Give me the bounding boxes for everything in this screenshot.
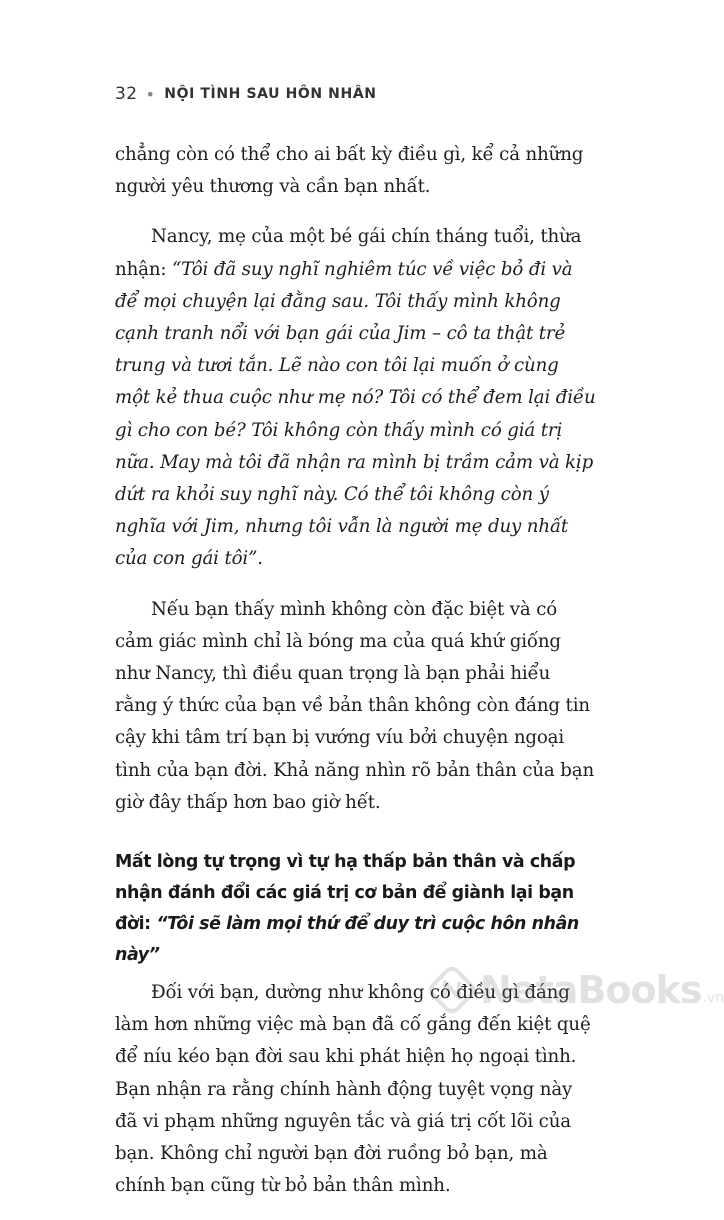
watermark-brand: NetaBooks bbox=[480, 968, 702, 1012]
paragraph-2-lead: Nancy, mẹ của một bé gái chín tháng tuổi, thừa nhận: bbox=[115, 226, 582, 280]
paragraph-1: chẳng còn có thể cho ai bất kỳ điều gì, kể cả những người yêu thương và cần bạn nhất. bbox=[115, 144, 584, 198]
book-title: NỘI TÌNH SAU HÔN NHÂN bbox=[164, 86, 377, 102]
paragraph-3: Nếu bạn thấy mình không còn đặc biệt và có cảm giác mình chỉ là bóng ma của quá khứ giống như Nancy, thì điều quan trọng là bạn phải hiểu rằng ý thức của bạn về bản thân không còn đáng tin cậy khi tâm trí bạn bị vướng víu bởi chuyện ngoại tình của bạn đời. Khả năng nhìn rõ bản thân của bạn giờ đây thấp hơn bao giờ hết. bbox=[115, 598, 595, 813]
watermark bbox=[430, 968, 724, 1012]
watermark-suffix: .vn bbox=[702, 990, 724, 1006]
subheading-quote: “Tôi sẽ làm mọi thứ để duy trì cuộc hôn nhân này” bbox=[115, 914, 579, 966]
page-number: 32 bbox=[115, 84, 138, 104]
netabooks-logo-icon bbox=[430, 968, 474, 1012]
subheading-lead: Mất lòng tự trọng vì tự hạ thấp bản thân và chấp nhận đánh đổi các giá trị cơ bản để giành lại bạn đời: bbox=[115, 852, 576, 935]
section-subheading bbox=[115, 847, 597, 971]
paragraph-4: Đối với bạn, dường như không có điều gì đáng làm hơn những việc mà bạn đã cố gắng đến kiệt quệ để níu kéo bạn đời sau khi phát hiện họ ngoại tình. Bạn nhận ra rằng chính hành động tuyệt vọng này đã vi phạm những nguyên tắc và giá trị cốt lõi của bạn. Không chỉ người bạn đời ruồng bỏ bạn, mà chính bạn cũng từ bỏ bản thân mình. bbox=[115, 982, 591, 1197]
running-head bbox=[115, 84, 377, 104]
body-text bbox=[115, 139, 597, 1220]
nancy-quote: “Tôi đã suy nghĩ nghiêm túc về việc bỏ đi và để mọi chuyện lại đằng sau. Tôi thấy mình không cạnh tranh nổi với bạn gái của Jim – cô ta thật trẻ trung và tươi tắn. Lẽ nào con tôi lại muốn ở cùng một kẻ thua cuộc như mẹ nó? Tôi có thể đem lại điều gì cho con bé? Tôi không còn thấy mình có giá trị nữa. May mà tôi đã nhận ra mình bị trầm cảm và kịp dứt ra khỏi suy nghĩ này. Có thể tôi không còn ý nghĩa với Jim, nhưng tôi vẫn là người mẹ duy nhất của con gái tôi”. bbox=[115, 258, 596, 570]
header-separator: • bbox=[145, 84, 156, 104]
paragraph-2 bbox=[115, 221, 597, 575]
